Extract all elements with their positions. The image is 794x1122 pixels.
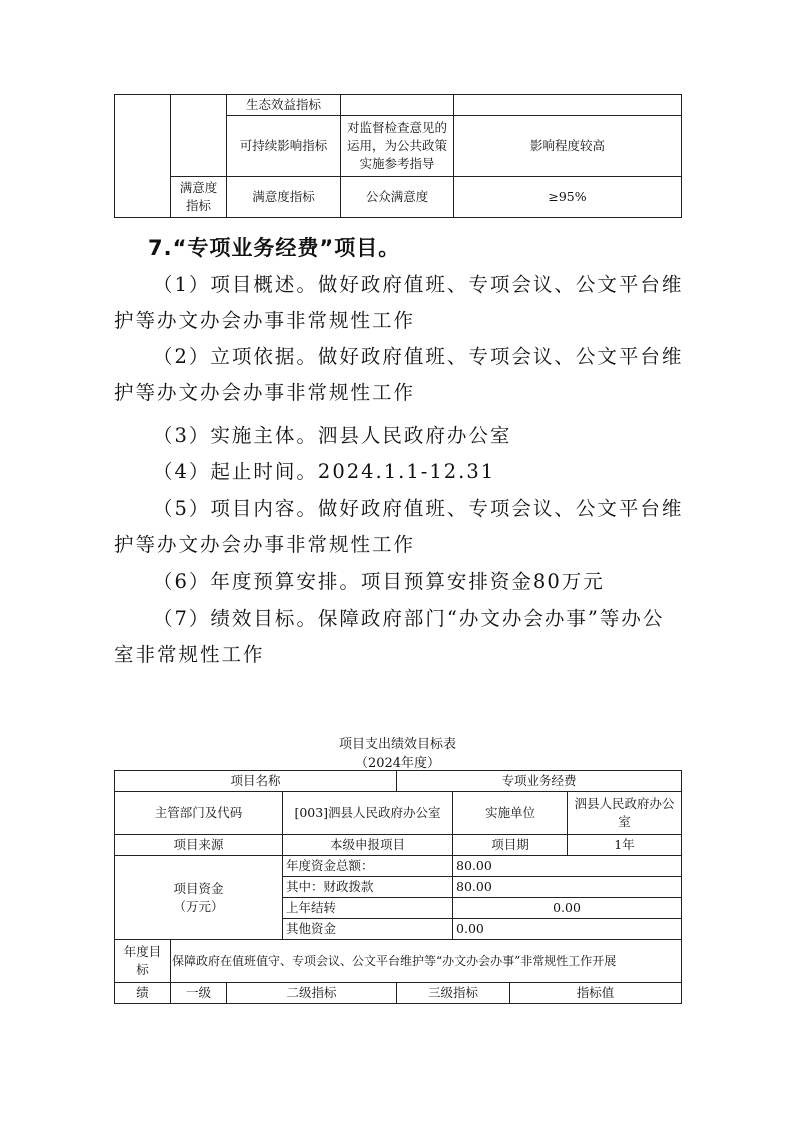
cell-satisfaction-l4: 公众满意度 [341, 177, 454, 218]
paragraph-subject: （3）实施主体。泗县人民政府办公室 [153, 424, 512, 447]
funds-carryover-label: 上年结转 [283, 898, 453, 919]
cell-eco-indicator: 生态效益指标 [227, 95, 341, 116]
funds-total-label: 年度资金总额： [283, 856, 453, 877]
funds-carryover-value: 0.00 [453, 898, 682, 919]
paragraph-overview: （1）项目概述。做好政府值班、专项会议、公文平台维护等办文办会办事非常规性工作 [114, 273, 684, 332]
source-label: 项目来源 [115, 835, 283, 856]
performance-table-continued [114, 94, 682, 218]
funds-fiscal-value: 80.00 [453, 877, 682, 898]
header-level3: 三级指标 [397, 983, 510, 1004]
merged-cell-level2 [171, 95, 227, 177]
paragraph-goal: （7）绩效目标。保障政府部门“办文办会办事”等办公室非常规性工作 [114, 607, 665, 666]
dept-value: [003]泗县人民政府办公室 [283, 792, 453, 835]
project-name-value: 专项业务经费 [397, 771, 682, 792]
cell-sustain-l4: 对监督检查意见的运用，为公共政策实施参考指导 [341, 116, 454, 177]
header-level1: 一级 [171, 983, 227, 1004]
funds-total-value: 80.00 [453, 856, 682, 877]
table-subcaption: （2024年度） [354, 756, 441, 771]
dept-label: 主管部门及代码 [115, 792, 283, 835]
unit-value: 泗县人民政府办公室 [568, 792, 682, 835]
cell-eco-value [454, 95, 682, 116]
performance-target-table [114, 770, 682, 1004]
header-performance: 绩 [115, 983, 171, 1004]
annual-goal-value: 保障政府在值班值守、专项会议、公文平台维护等“办文办会办事”非常规性工作开展 [171, 940, 682, 983]
source-value: 本级申报项目 [283, 835, 453, 856]
paragraph-period: （4）起止时间。2024.1.1-12.31 [153, 460, 496, 483]
period-label: 项目期 [453, 835, 568, 856]
cell-satisfaction-value: ≥95% [454, 177, 682, 218]
paragraph-content: （5）项目内容。做好政府值班、专项会议、公文平台维护等办文办会办事非常规性工作 [114, 497, 684, 556]
header-level2: 二级指标 [227, 983, 397, 1004]
section-heading: 7.“专项业务经费”项目。 [148, 236, 401, 260]
funds-other-label: 其他资金 [283, 919, 453, 940]
unit-label: 实施单位 [453, 792, 568, 835]
merged-cell-level1 [115, 95, 171, 218]
header-indicator-value: 指标值 [510, 983, 682, 1004]
project-name-label: 项目名称 [115, 771, 397, 792]
funds-label: 项目资金 [173, 880, 224, 896]
funds-fiscal-label: 其中：财政拨款 [283, 877, 453, 898]
paragraph-basis: （2）立项依据。做好政府值班、专项会议、公文平台维护等办文办会办事非常规性工作 [114, 345, 684, 404]
annual-goal-label: 年度目标 [115, 940, 171, 983]
cell-satisfaction-l2: 满意度指标 [171, 177, 227, 218]
funds-label-cell [115, 856, 283, 940]
paragraph-budget: （6）年度预算安排。项目预算安排资金80万元 [153, 570, 605, 593]
funds-other-value: 0.00 [453, 919, 682, 940]
cell-sustain-value: 影响程度较高 [454, 116, 682, 177]
cell-sustain-indicator: 可持续影响指标 [227, 116, 341, 177]
cell-satisfaction-l3: 满意度指标 [227, 177, 341, 218]
funds-unit: （万元） [173, 898, 224, 914]
table-caption: 项目支出绩效目标表 [338, 737, 456, 752]
cell-eco-l4 [341, 95, 454, 116]
period-value: 1年 [568, 835, 682, 856]
